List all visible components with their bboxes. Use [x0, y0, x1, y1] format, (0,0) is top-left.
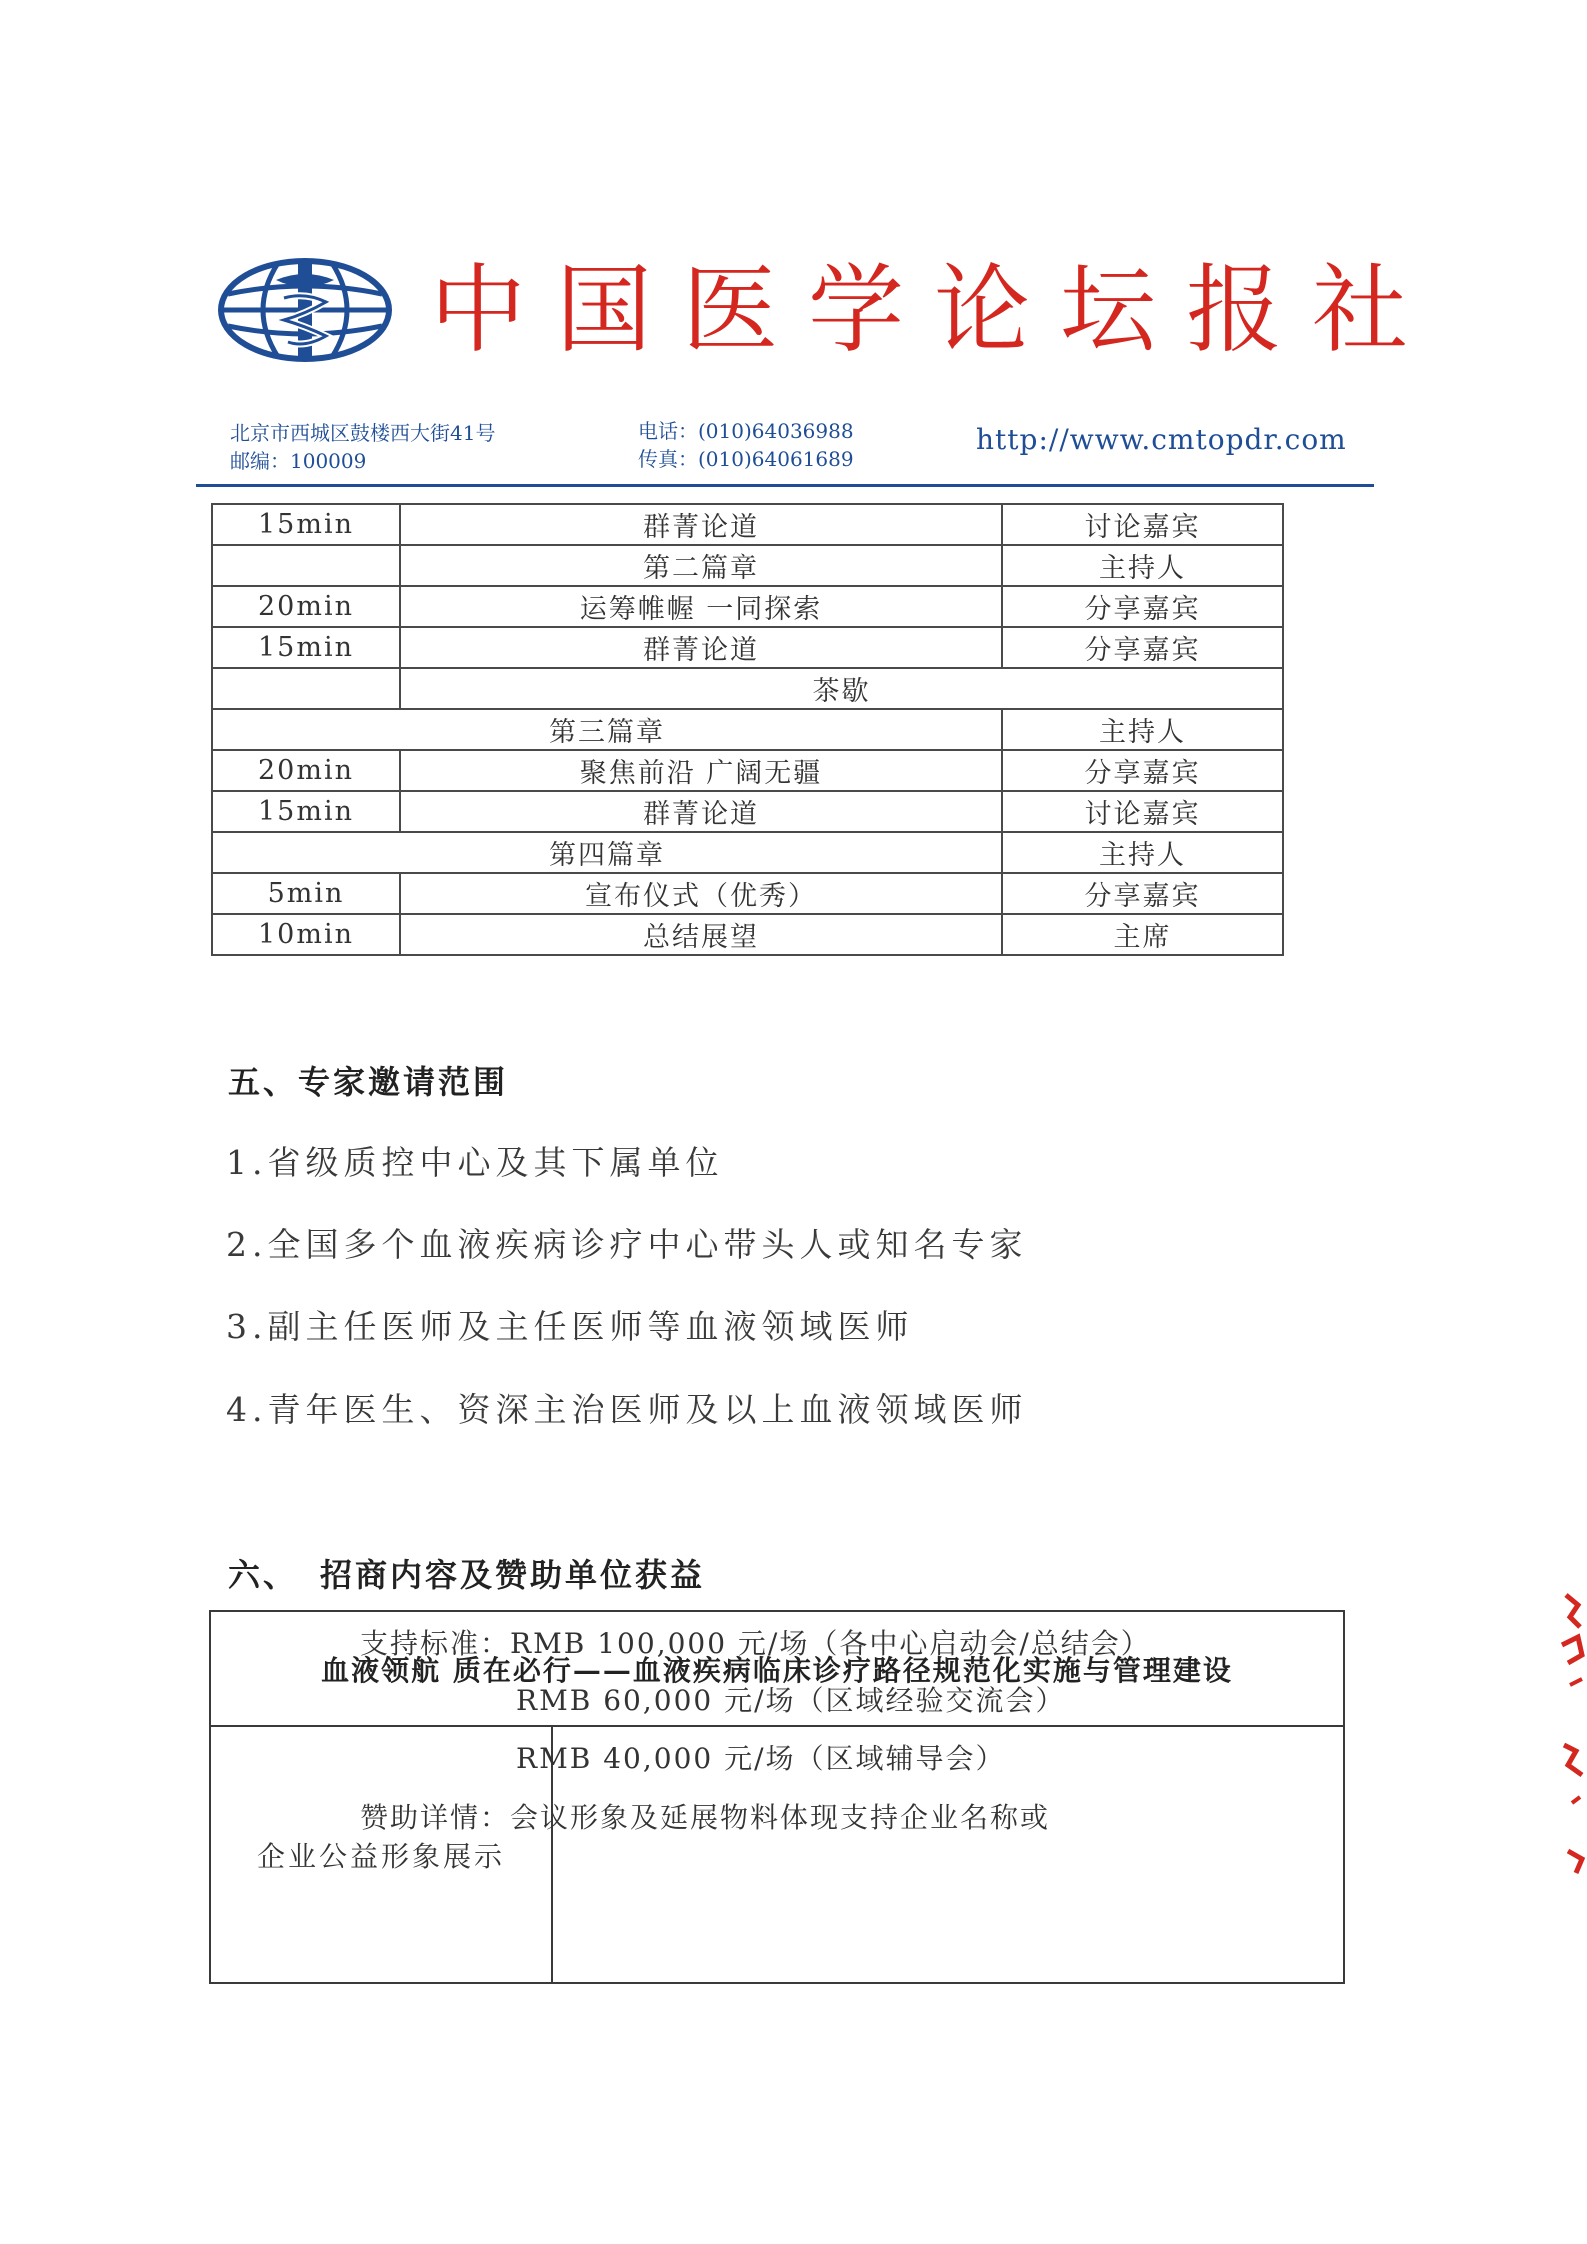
support-price: RMB 40,000 元/场（区域辅导会）	[516, 1742, 1006, 1775]
time-cell: 15min	[212, 627, 400, 668]
detail-label: 赞助详情：	[360, 1801, 511, 1834]
role-cell: 主持人	[1002, 832, 1283, 873]
time-cell: 15min	[212, 791, 400, 832]
role-cell: 主席	[1002, 914, 1283, 955]
support-price: RMB 100,000 元/场（各中心启动会/总结会）	[510, 1627, 1151, 1660]
time-cell	[212, 668, 400, 709]
table-row	[212, 627, 1283, 668]
topic-cell: 运筹帷幄 一同探索	[400, 586, 1002, 627]
section-6-title: 招商内容及赞助单位获益	[320, 1556, 706, 1594]
topic-cell: 群菁论道	[400, 504, 1002, 545]
list-item: 4.青年医生、资深主治医师及以上血液领域医师	[226, 1390, 1028, 1429]
topic-cell: 聚焦前沿 广阔无疆	[400, 750, 1002, 791]
list-item: 2.全国多个血液疾病诊疗中心带头人或知名专家	[226, 1225, 1028, 1264]
header-divider	[196, 484, 1374, 487]
role-cell: 主持人	[1002, 545, 1283, 586]
list-item: 1.省级质控中心及其下属单位	[226, 1143, 724, 1182]
tea-break-cell: 茶歇	[400, 668, 1283, 709]
table-row	[212, 832, 1283, 873]
address-text: 北京市西城区鼓楼西大街41号	[230, 421, 496, 445]
role-cell: 讨论嘉宾	[1002, 504, 1283, 545]
table-row	[212, 504, 1283, 545]
table-row	[212, 750, 1283, 791]
chapter-cell: 第三篇章	[212, 709, 1002, 750]
website-link[interactable]: http://www.cmtopdr.com	[976, 423, 1347, 456]
time-cell: 20min	[212, 586, 400, 627]
role-cell: 主持人	[1002, 709, 1283, 750]
table-row	[212, 586, 1283, 627]
table-row	[212, 791, 1283, 832]
topic-cell: 群菁论道	[400, 627, 1002, 668]
list-item: 3.副主任医师及主任医师等血液领域医师	[226, 1307, 914, 1346]
sponsorship-category: 企业公益形象展示	[211, 1727, 553, 1982]
time-cell: 15min	[212, 504, 400, 545]
time-cell: 20min	[212, 750, 400, 791]
table-row	[212, 873, 1283, 914]
support-price: RMB 60,000 元/场（区域经验交流会）	[516, 1684, 1066, 1717]
red-seal-fragment-icon	[1548, 1575, 1587, 1895]
globe-caduceus-logo-icon	[218, 258, 392, 362]
fax-text: 传真：(010)64061689	[638, 447, 854, 471]
table-row	[212, 709, 1283, 750]
sponsor-detail-line	[360, 1796, 1050, 1836]
topic-cell: 群菁论道	[400, 791, 1002, 832]
topic-cell: 第二篇章	[400, 545, 1002, 586]
role-cell: 分享嘉宾	[1002, 627, 1283, 668]
postcode-text: 邮编：100009	[230, 449, 367, 473]
table-row	[212, 545, 1283, 586]
time-cell	[212, 545, 400, 586]
section-6-heading	[228, 1550, 705, 1596]
topic-cell: 宣布仪式（优秀）	[400, 873, 1002, 914]
role-cell: 分享嘉宾	[1002, 750, 1283, 791]
schedule-table	[211, 503, 1284, 956]
section-6-number: 六、	[228, 1556, 299, 1594]
table-row	[212, 668, 1283, 709]
time-cell: 5min	[212, 873, 400, 914]
detail-text: 会议形象及延展物料体现支持企业名称或	[510, 1801, 1051, 1834]
sponsorship-table-title: 血液领航 质在必行——血液疾病临床诊疗路径规范化实施与管理建设	[211, 1612, 1343, 1727]
support-standard-line	[360, 1622, 1151, 1662]
role-cell: 分享嘉宾	[1002, 586, 1283, 627]
phone-text: 电话：(010)64036988	[638, 419, 854, 443]
role-cell: 讨论嘉宾	[1002, 791, 1283, 832]
table-row	[212, 914, 1283, 955]
time-cell: 10min	[212, 914, 400, 955]
support-label: 支持标准：	[360, 1627, 511, 1660]
organization-name: 中国医学论坛报社	[430, 254, 1438, 366]
topic-cell: 总结展望	[400, 914, 1002, 955]
section-5-heading: 五、专家邀请范围	[228, 1063, 509, 1101]
chapter-cell: 第四篇章	[212, 832, 1002, 873]
role-cell: 分享嘉宾	[1002, 873, 1283, 914]
